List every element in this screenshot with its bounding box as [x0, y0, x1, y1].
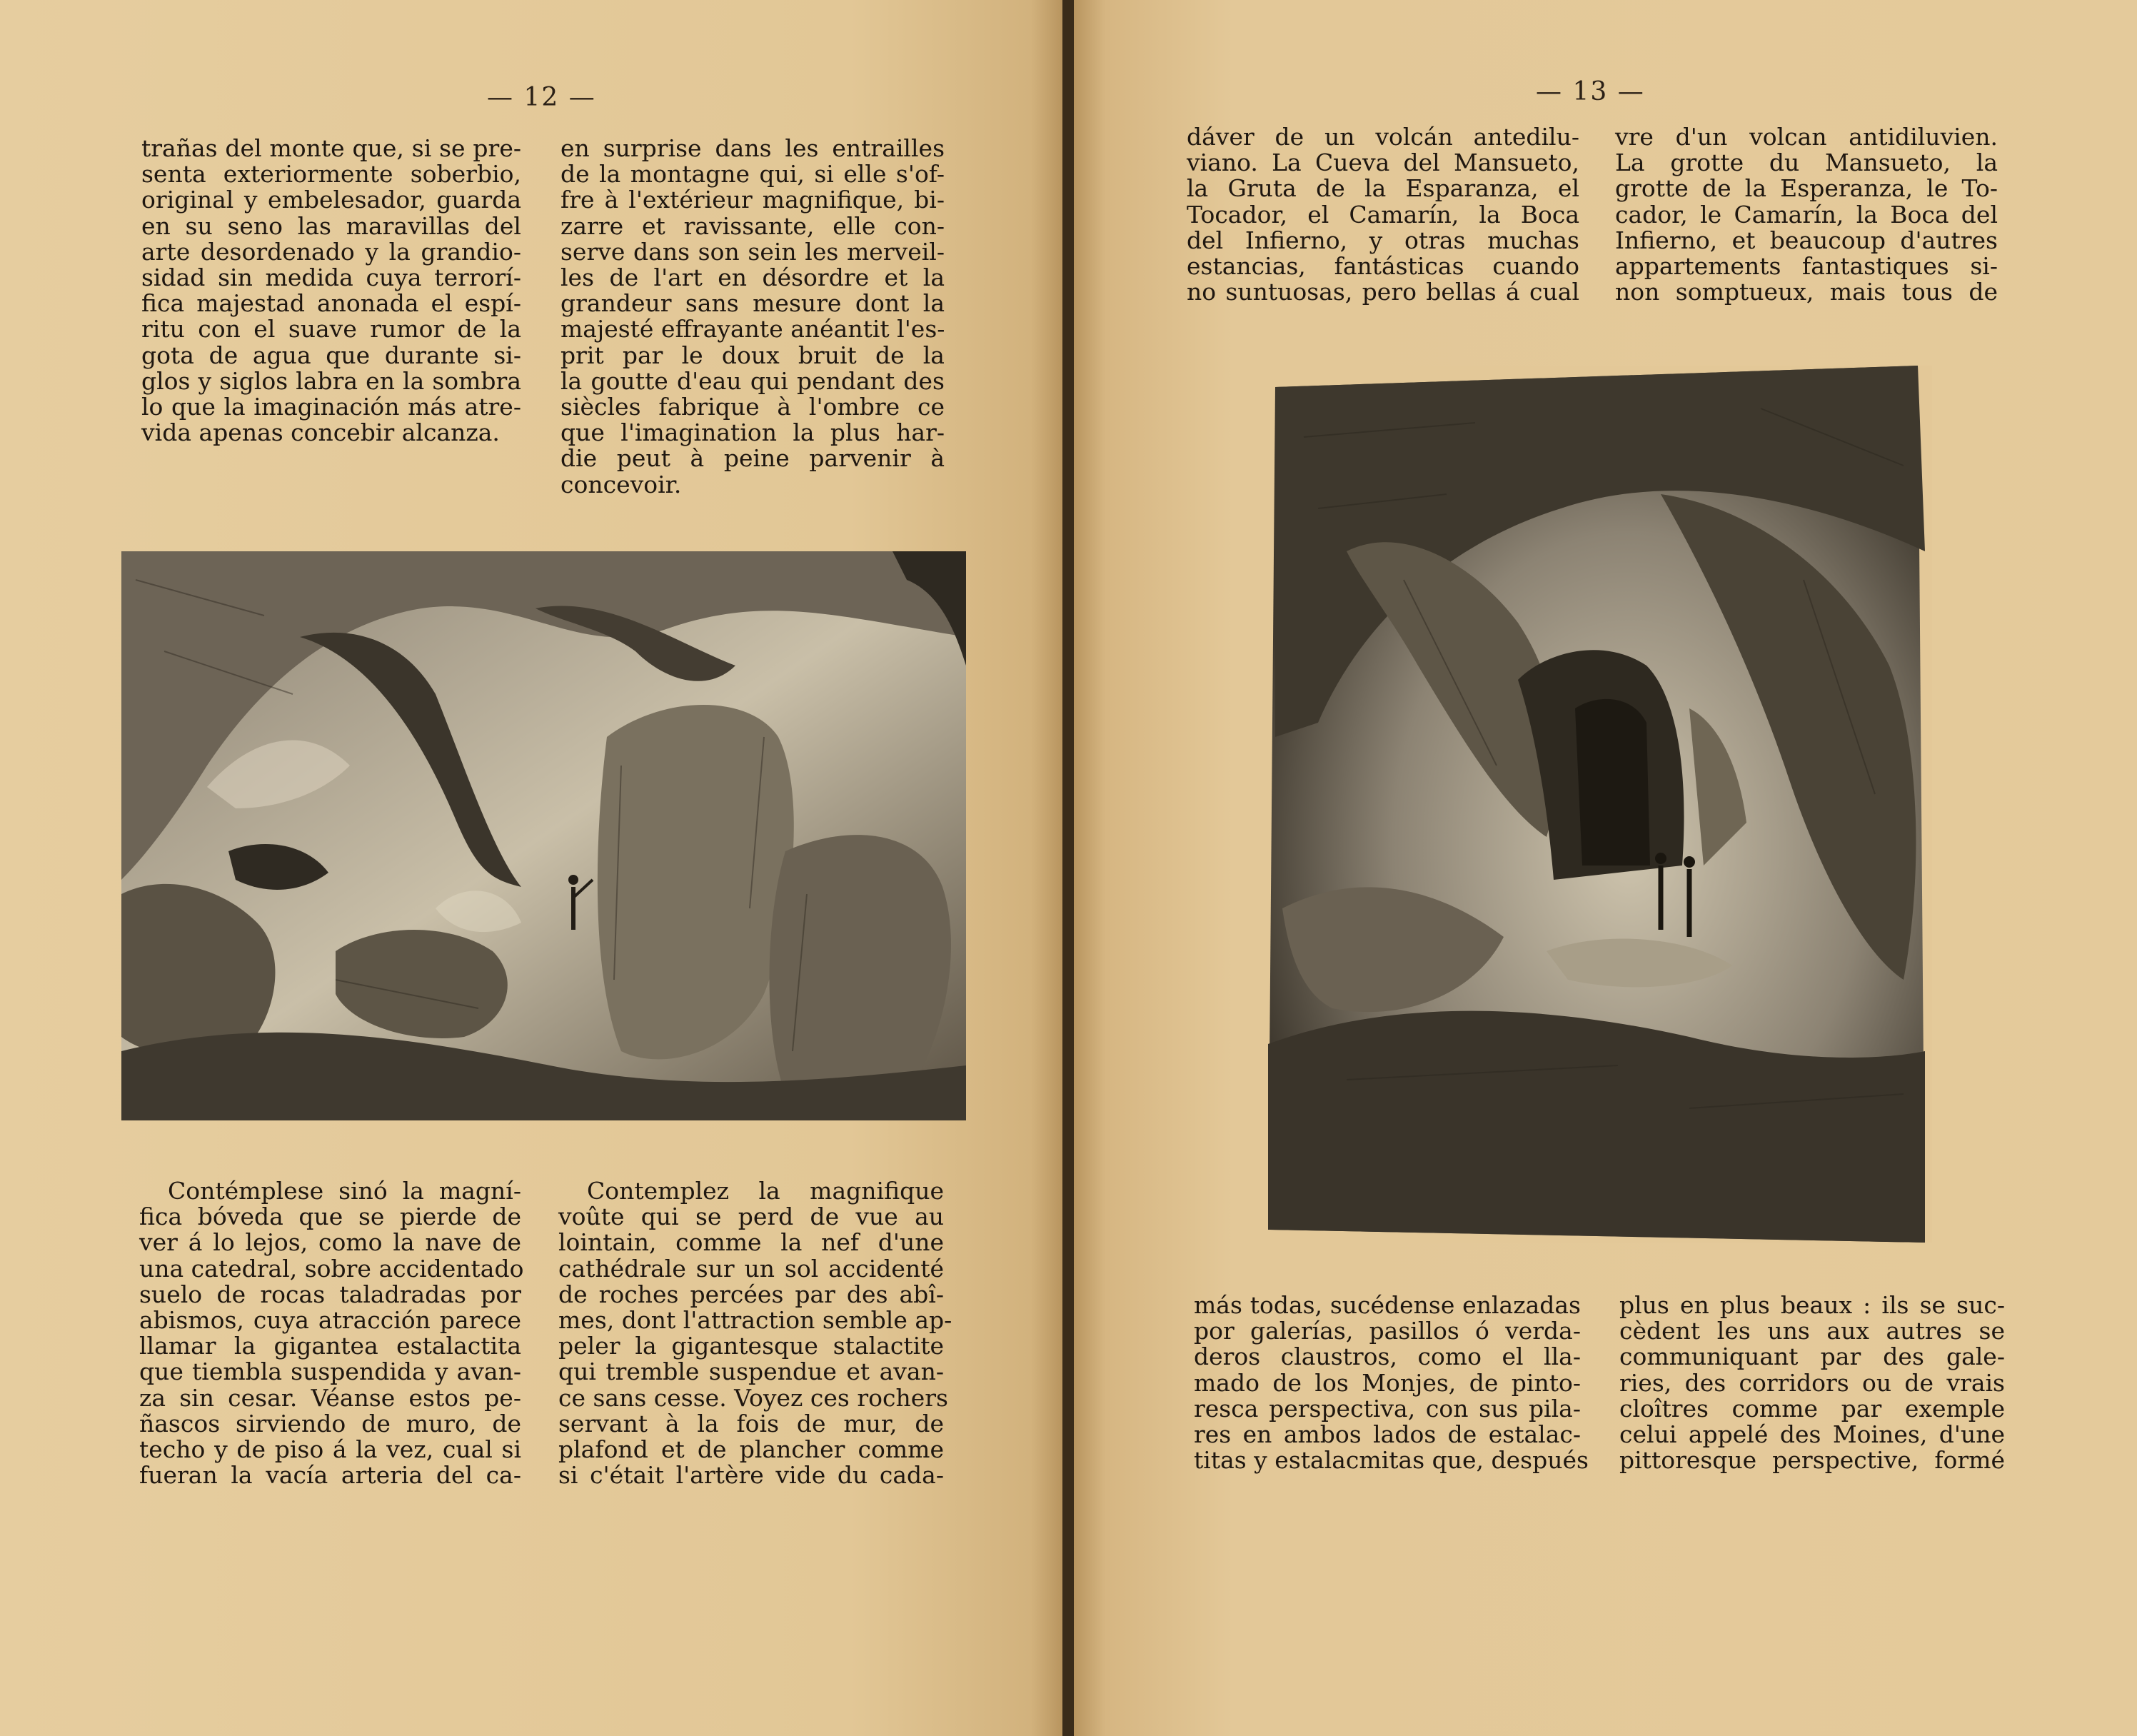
- right-bottom-spanish-column: [1194, 1291, 1589, 1475]
- text-line: serve dans son sein les merveil-: [560, 237, 945, 266]
- text-line: servant à la fois de mur, de: [558, 1409, 944, 1438]
- text-line: celui appelé des Moines, d'une: [1619, 1420, 2005, 1449]
- text-line: vida apenas concebir alcanza.: [141, 418, 500, 447]
- text-line: titas y estalacmitas que, después: [1194, 1446, 1589, 1475]
- text-line: prit par le doux bruit de la: [560, 341, 945, 369]
- text-line: de roches percées par des abî-: [558, 1280, 944, 1308]
- text-line: peler la gigantesque stalactite: [558, 1332, 944, 1360]
- right-page: [1074, 0, 2137, 1736]
- text-line: Contemplez la magnifique: [587, 1177, 944, 1205]
- text-line: cador, le Camarín, la Boca del: [1615, 200, 1998, 229]
- text-line: una catedral, sobre accidentado: [139, 1254, 524, 1283]
- left-top-french-column: [560, 136, 945, 498]
- text-line: arte desordenado y la grandio-: [141, 237, 521, 266]
- text-line: za sin cesar. Véanse estos pe-: [139, 1383, 521, 1412]
- text-line: en surprise dans les entrailles: [560, 134, 945, 162]
- text-line: sidad sin medida cuya terrorí-: [141, 264, 521, 292]
- text-line: dáver de un volcán antedilu-: [1187, 123, 1579, 151]
- text-line: que tiembla suspendida y avan-: [139, 1358, 521, 1386]
- text-line: ries, des corridors ou de vrais: [1619, 1368, 2005, 1397]
- page-number-left: — 12 —: [487, 83, 596, 112]
- text-line: llamar la gigantea estalactita: [139, 1332, 521, 1360]
- text-line: vre d'un volcan antidiluvien.: [1615, 123, 1998, 151]
- text-line: siècles fabrique à l'ombre ce: [560, 393, 945, 421]
- right-top-french-column: [1615, 124, 1998, 305]
- text-line: la goutte d'eau qui pendant des: [560, 366, 945, 395]
- text-line: que l'imagination la plus har-: [560, 418, 945, 447]
- text-line: gota de agua que durante si-: [141, 341, 521, 369]
- text-line: abismos, cuya atracción parece: [139, 1306, 521, 1335]
- text-line: mes, dont l'attraction semble ap-: [558, 1306, 952, 1335]
- text-line: si c'était l'artère vide du cada-: [558, 1461, 944, 1490]
- text-line: grandeur sans mesure dont la: [560, 289, 945, 318]
- text-line: mado de los Monjes, de pinto-: [1194, 1368, 1581, 1397]
- text-line: Tocador, el Camarín, la Boca: [1187, 200, 1579, 229]
- text-line: ce sans cesse. Voyez ces rochers: [558, 1383, 948, 1412]
- left-page: [0, 0, 1062, 1736]
- text-line: zarre et ravissante, elle con-: [560, 211, 945, 240]
- text-line: voûte qui se perd de vue au: [558, 1203, 944, 1231]
- text-line: senta exteriormente soberbio,: [141, 160, 521, 189]
- text-line: por galerías, pasillos ó verda-: [1194, 1317, 1581, 1345]
- text-line: res en ambos lados de estalac-: [1194, 1420, 1581, 1449]
- text-line: cloîtres comme par exemple: [1619, 1394, 2005, 1423]
- left-bottom-spanish-column: [139, 1177, 524, 1490]
- text-line: ver á lo lejos, como la nave de: [139, 1228, 521, 1257]
- text-line: no suntuosas, pero bellas á cual: [1187, 278, 1579, 306]
- text-line: la Gruta de la Esparanza, el: [1187, 174, 1579, 203]
- text-line: de la montagne qui, si elle s'of-: [560, 160, 945, 189]
- book-gutter: [1062, 0, 1074, 1736]
- left-top-spanish-column: [141, 136, 521, 446]
- text-line: les de l'art en désordre et la: [560, 264, 945, 292]
- left-bottom-french-column: [558, 1177, 952, 1490]
- text-line: appartements fantastiques si-: [1615, 252, 1998, 281]
- text-line: del Infierno, y otras muchas: [1187, 226, 1579, 254]
- page-number-right: — 13 —: [1536, 77, 1645, 106]
- text-line: majesté effrayante anéantit l'es-: [560, 315, 945, 343]
- text-line: La grotte du Mansueto, la: [1615, 149, 1998, 177]
- text-line: ritu con el suave rumor de la: [141, 315, 521, 343]
- text-line: die peut à peine parvenir à: [560, 444, 945, 473]
- text-line: non somptueux, mais tous de: [1615, 278, 1998, 306]
- text-line: glos y siglos labra en la sombra: [141, 366, 521, 395]
- text-line: pittoresque perspective, formé: [1619, 1446, 2005, 1475]
- text-line: fre à l'extérieur magnifique, bi-: [560, 186, 945, 214]
- text-line: trañas del monte que, si se pre-: [141, 134, 521, 162]
- text-line: lointain, comme la nef d'une: [558, 1228, 944, 1257]
- text-line: original y embelesador, guarda: [141, 186, 521, 214]
- text-line: resca perspectiva, con sus pila-: [1194, 1394, 1581, 1423]
- text-line: Contémplese sinó la magní-: [168, 1177, 521, 1205]
- text-line: fica majestad anonada el espí-: [141, 289, 521, 318]
- text-line: qui tremble suspendue et avan-: [558, 1358, 944, 1386]
- right-bottom-french-column: [1619, 1293, 2005, 1473]
- right-top-spanish-column: [1187, 124, 1579, 305]
- cave-vault-engraving: [121, 551, 966, 1120]
- text-line: cathédrale sur un sol accidenté: [558, 1254, 944, 1283]
- text-line: ñascos sirviendo de muro, de: [139, 1409, 521, 1438]
- text-line: grotte de la Esperanza, le To-: [1615, 174, 1998, 203]
- text-line: fueran la vacía arteria del ca-: [139, 1461, 521, 1490]
- text-line: más todas, sucédense enlazadas: [1194, 1291, 1581, 1319]
- text-line: concevoir.: [560, 470, 682, 498]
- text-line: plafond et de plancher comme: [558, 1435, 944, 1464]
- cave-gallery-engraving: [1261, 366, 1932, 1243]
- text-line: lo que la imaginación más atre-: [141, 393, 521, 421]
- text-line: cèdent les uns aux autres se: [1619, 1317, 2005, 1345]
- text-line: en su seno las maravillas del: [141, 211, 521, 240]
- text-line: viano. La Cueva del Mansueto,: [1187, 149, 1579, 177]
- text-line: plus en plus beaux : ils se suc-: [1619, 1291, 2005, 1319]
- text-line: communiquant par des gale-: [1619, 1343, 2005, 1371]
- text-line: suelo de rocas taladradas por: [139, 1280, 521, 1308]
- text-line: estancias, fantásticas cuando: [1187, 252, 1579, 281]
- text-line: deros claustros, como el lla-: [1194, 1343, 1581, 1371]
- text-line: Infierno, et beaucoup d'autres: [1615, 226, 1998, 254]
- text-line: fica bóveda que se pierde de: [139, 1203, 521, 1231]
- text-line: techo y de piso á la vez, cual si: [139, 1435, 521, 1464]
